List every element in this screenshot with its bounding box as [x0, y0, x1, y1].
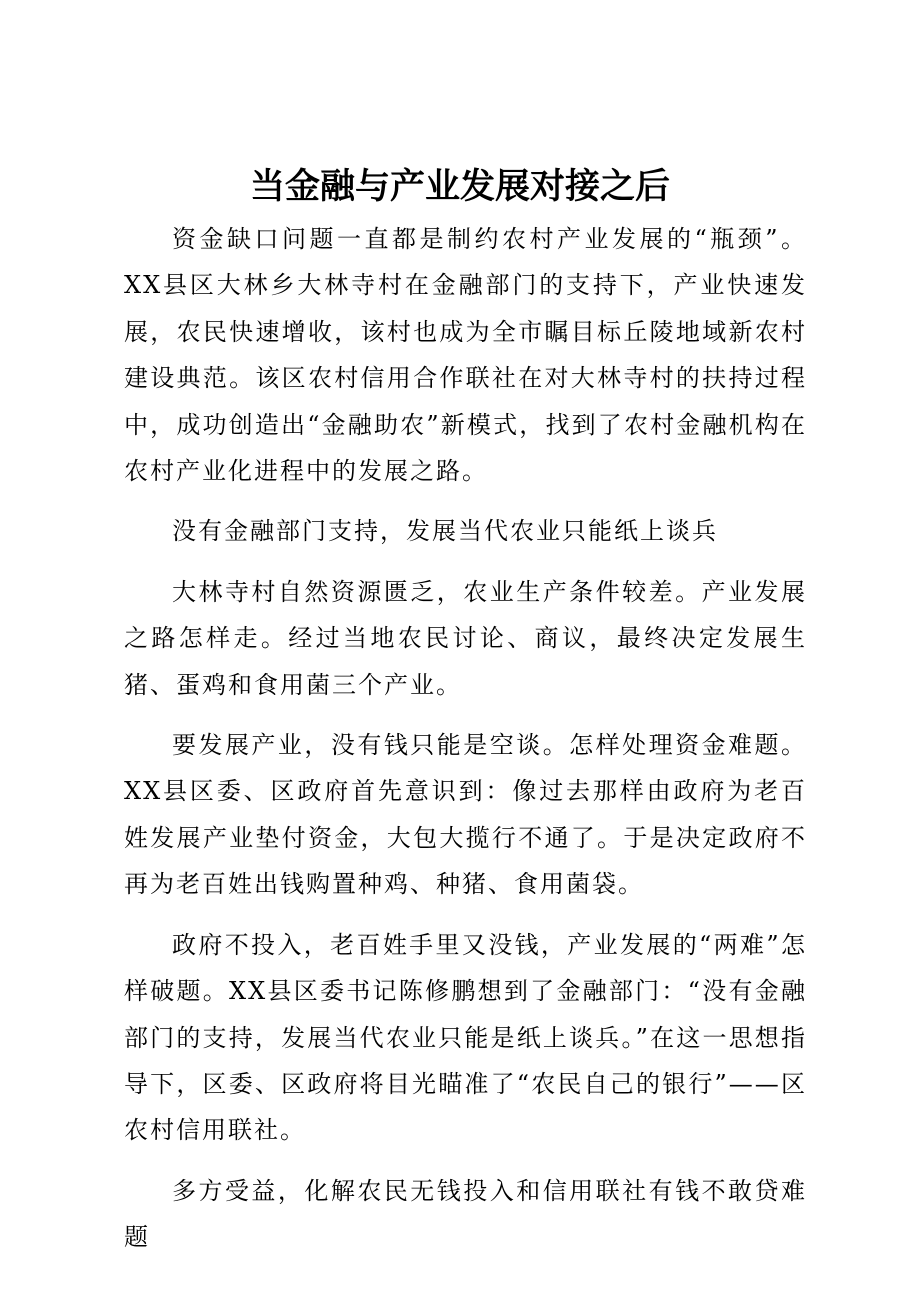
- document-body: [124, 216, 807, 1275]
- paragraph-village-resources: 大林寺村自然资源匮乏，农业生产条件较差。产业发展之路怎样走。经过当地农民讨论、商议，最终决定发展生猪、蛋鸡和食用菌三个产业。: [124, 577, 807, 699]
- section-heading-finance-support: 没有金融部门支持，发展当代农业只能纸上谈兵: [172, 517, 718, 546]
- document-title: 当金融与产业发展对接之后: [249, 167, 670, 207]
- paragraph-funding-problem: 要发展产业，没有钱只能是空谈。怎样处理资金难题。XX县区委、区政府首先意识到：像过去那样由政府为老百姓发展产业垫付资金，大包大揽行不通了。于是决定政府不再为老百姓出钱购置种鸡、种猪、食用菌袋。: [124, 731, 807, 899]
- paragraph-credit-union: 政府不投入，老百姓手里又没钱，产业发展的“两难”怎样破题。XX县区委书记陈修鹏想到了金融部门：“没有金融部门的支持，发展当代农业只能是纸上谈兵。”在这一思想指导下，区委、区政府将目光瞄准了“农民自己的银行”——区农村信用联社。: [124, 930, 807, 1145]
- section-heading-multi-benefit: 多方受益，化解农民无钱投入和信用联社有钱不敢贷难题: [124, 1176, 807, 1252]
- paragraph-intro: 资金缺口问题一直都是制约农村产业发展的“瓶颈”。XX县区大林乡大林寺村在金融部门的支持下，产业快速发展，农民快速增收，该村也成为全市瞩目标丘陵地域新农村建设典范。该区农村信用合作联社在对大林寺村的扶持过程中，成功创造出“金融助农”新模式，找到了农村金融机构在农村产业化进程中的发展之路。: [124, 225, 807, 486]
